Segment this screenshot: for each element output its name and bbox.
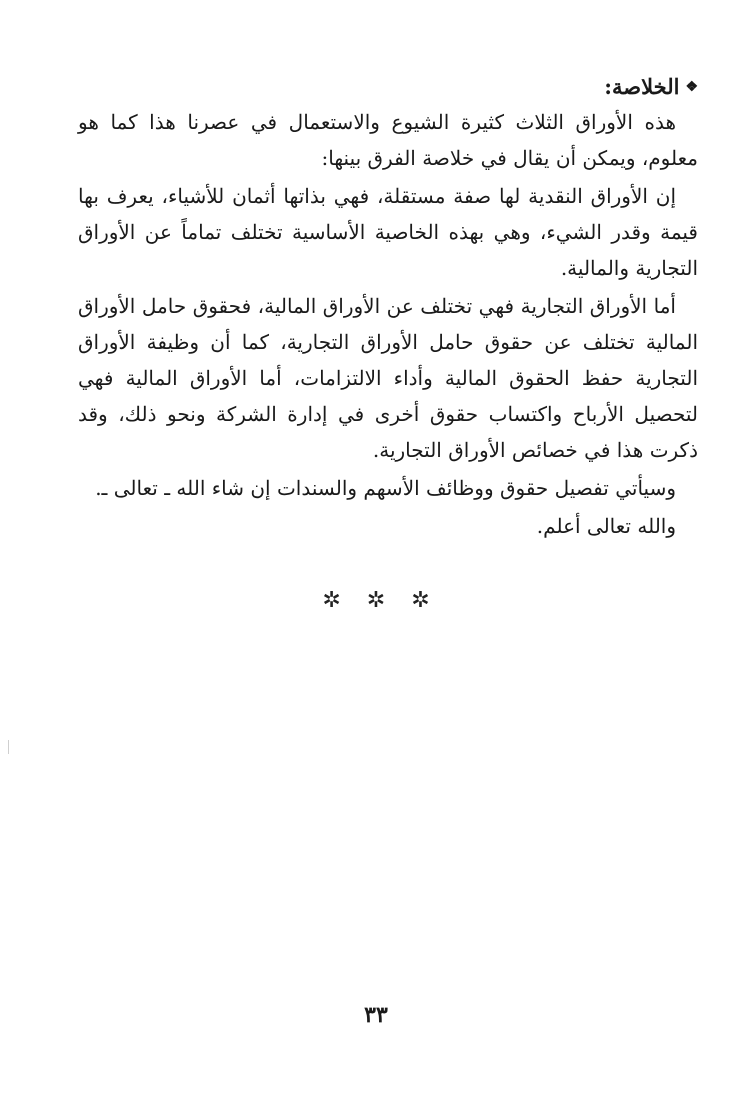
page-number: ٣٣ (364, 1002, 388, 1028)
scan-edge-mark (8, 740, 9, 754)
star-icon: ✲ (322, 588, 341, 613)
paragraph-cash-papers: إن الأوراق النقدية لها صفة مستقلة، فهي بذاتها أثمان للأشياء، يعرف بها قيمة وقدر الشيء، وهي بهذه الخاصية الأساسية تختلف تماماً عن الأوراق التجارية والمالية. (78, 184, 698, 280)
paragraph-upcoming-details: وسيأتي تفصيل حقوق ووظائف الأسهم والسندات إن شاء الله ـ تعالى ـ. (95, 476, 676, 500)
section-separator (0, 588, 752, 613)
paragraph-closing: والله تعالى أعلم. (536, 514, 676, 538)
section-heading-text: الخلاصة: (604, 74, 680, 99)
paragraph-summary-intro: هذه الأوراق الثلاث كثيرة الشيوع والاستعمال في عصرنا هذا كما هو معلوم، ويمكن أن يقال في خلاصة الفرق بينها: (78, 110, 698, 170)
page-body (78, 60, 698, 546)
star-icon: ✲ (366, 588, 386, 613)
section-heading (78, 70, 698, 104)
paragraph-commercial-vs-financial: أما الأوراق التجارية فهي تختلف عن الأوراق المالية، فحقوق حامل الأوراق المالية تختلف عن حقوق حامل الأوراق التجارية، كما أن وظيفة الأوراق التجارية حفظ الحقوق المالية وأداء الالتزامات، أما الأوراق المالية فهي لتحصيل الأرباح واكتساب حقوق أخرى في إدارة الشركة ونحو ذلك، وقد ذكرت هذا في خصائص الأوراق التجارية. (78, 294, 698, 462)
star-icon: ✲ (411, 588, 430, 613)
diamond-bullet-icon: ❖ (685, 79, 698, 95)
